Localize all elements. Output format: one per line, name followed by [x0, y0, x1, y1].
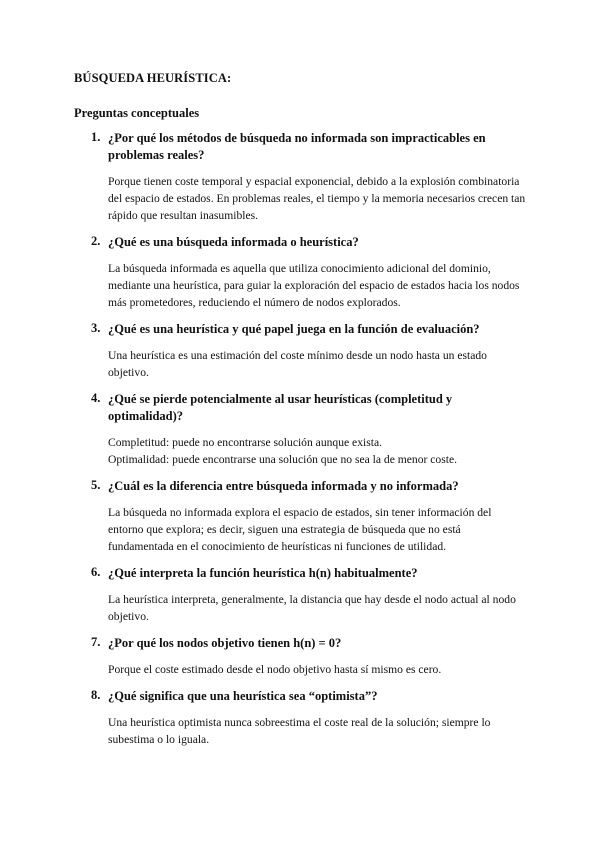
question-text: ¿Qué es una búsqueda informada o heurística? [108, 235, 359, 249]
question-number: 7. [91, 635, 101, 649]
question-item [0, 130, 600, 224]
question-item [0, 321, 600, 381]
answer-text [108, 347, 526, 381]
answer-text [108, 260, 526, 311]
question-item [0, 234, 600, 311]
question-text: ¿Qué interpreta la función heurística h(n) habitualmente? [108, 566, 418, 580]
question-number: 5. [91, 478, 101, 492]
answer-line: Una heurística optimista nunca sobreestima el coste real de la solución; siempre lo subestima o lo iguala. [108, 716, 491, 746]
question-number: 3. [91, 321, 101, 335]
answer-text [108, 661, 526, 678]
question-text: ¿Por qué los nodos objetivo tienen h(n) = 0? [108, 636, 342, 650]
question-number: 4. [91, 391, 101, 405]
answer-text [108, 591, 526, 625]
question-item [0, 688, 600, 748]
question-item [0, 565, 600, 625]
question-text: ¿Por qué los métodos de búsqueda no informada son impracticables en problemas reales? [108, 131, 486, 162]
question-text: ¿Qué se pierde potencialmente al usar heurísticas (completitud y optimalidad)? [108, 392, 453, 423]
answer-text [108, 504, 526, 555]
answer-line: La heurística interpreta, generalmente, la distancia que hay desde el nodo actual al nodo objetivo. [108, 593, 516, 623]
question-number: 6. [91, 565, 101, 579]
question-text: ¿Qué significa que una heurística sea “optimista”? [108, 689, 378, 703]
section-title: Preguntas conceptuales [74, 106, 200, 120]
answer-line: Completitud: puede no encontrarse solución aunque exista. [108, 436, 382, 449]
answer-line: Una heurística es una estimación del coste mínimo desde un nodo hasta un estado objetivo. [108, 349, 487, 379]
question-item [0, 635, 600, 678]
question-text: ¿Qué es una heurística y qué papel juega en la función de evaluación? [108, 322, 480, 336]
question-number: 1. [91, 130, 101, 144]
question-text: ¿Cuál es la diferencia entre búsqueda informada y no informada? [108, 479, 459, 493]
question-number: 8. [91, 688, 101, 702]
question-item [0, 391, 600, 468]
answer-line: Porque tienen coste temporal y espacial exponencial, debido a la explosión combinatoria del espacio de estados. En problemas reales, el tiempo y la memoria necesarios crecen tan rápido que resultan inasumibles. [108, 175, 526, 222]
answer-text [108, 714, 526, 748]
answer-text [108, 173, 526, 224]
answer-line: Porque el coste estimado desde el nodo objetivo hasta sí mismo es cero. [108, 663, 442, 676]
answer-text [108, 434, 526, 468]
document-title: BÚSQUEDA HEURÍSTICA: [74, 71, 232, 85]
answer-line: Optimalidad: puede encontrarse una solución que no sea la de menor coste. [108, 453, 457, 466]
answer-line: La búsqueda informada es aquella que utiliza conocimiento adicional del dominio, mediante una heurística, para guiar la exploración del espacio de estados hacia los nodos más prometedores, reduciendo el número de nodos explorados. [108, 262, 520, 309]
answer-line: La búsqueda no informada explora el espacio de estados, sin tener información del entorno que explora; es decir, siguen una estrategia de búsqueda que no está fundamentada en el conocimiento de heurísticas ni funciones de utilidad. [108, 506, 492, 553]
question-number: 2. [91, 234, 101, 248]
question-item [0, 478, 600, 555]
question-list [0, 130, 600, 758]
